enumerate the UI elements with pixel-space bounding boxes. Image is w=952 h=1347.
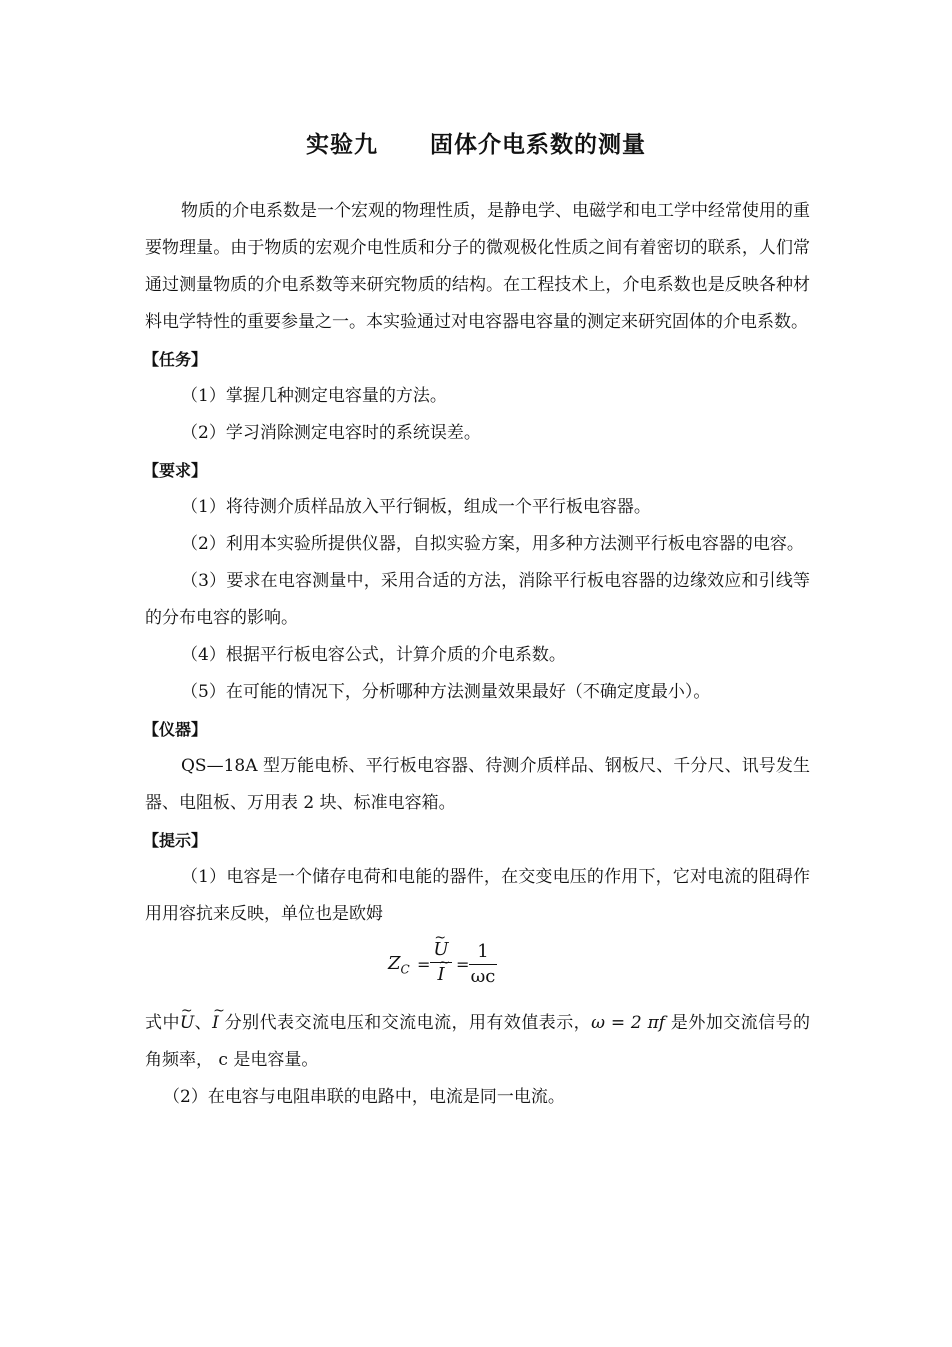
formula-explanation: 式中~ U、~ I 分别代表交流电压和交流电流，用有效值表示，ω = 2 πf 是外加交流信号的角频率， c 是电容量。 (145, 1005, 810, 1079)
document-body (145, 193, 810, 1116)
section-heading-hints: 【提示】 (143, 831, 208, 850)
formula-equals: = (417, 955, 431, 974)
impedance-formula (145, 933, 810, 1005)
hint-item: （2）在电容与电阻串联的电路中，电流是同一电流。 (163, 1087, 565, 1107)
formula-lhs: $Z_C$ (388, 953, 410, 977)
requirement-item: （2）利用本实验所提供仪器，自拟实验方案，用多种方法测平行板电容器的电容。 (181, 534, 804, 554)
requirement-item: （4）根据平行板电容公式，计算介质的介电系数。 (181, 645, 566, 665)
hint-item: （1）电容是一个储存电荷和电能的器件，在交变电压的作用下，它对电流的阻碍作用用容抗来反映，单位也是欧姆 (145, 867, 810, 924)
requirement-item: （5）在可能的情况下，分析哪种方法测量效果最好（不确定度最小）。 (181, 682, 711, 702)
section-heading-task: 【任务】 (143, 350, 208, 369)
task-item: （2）学习消除测定电容时的系统误差。 (181, 423, 481, 443)
formula-fraction-voltage-current: ~ U ~ I (430, 939, 452, 986)
section-heading-instruments: 【仪器】 (143, 720, 208, 739)
intro-paragraph: 物质的介电系数是一个宏观的物理性质，是静电学、电磁学和电工学中经常使用的重要物理量。由于物质的宏观介电性质和分子的微观极化性质之间有着密切的联系，人们常通过测量物质的介电系数等来研究物质的结构。在工程技术上，介电系数也是反映各种材料电学特性的重要参量之一。本实验通过对电容器电容量的测定来研究固体的介电系数。 (145, 201, 810, 332)
section-heading-requirements: 【要求】 (143, 461, 208, 480)
page-title (0, 126, 952, 159)
instruments-paragraph: QS—18A 型万能电桥、平行板电容器、待测介质样品、钢板尺、千分尺、讯号发生器、电阻板、万用表 2 块、标准电容箱。 (145, 756, 810, 813)
title-experiment-name: 固体介电系数的测量 (430, 132, 646, 158)
title-experiment-number: 实验九 (306, 132, 378, 158)
requirement-item: （3）要求在电容测量中，采用合适的方法，消除平行板电容器的边缘效应和引线等的分布电容的影响。 (145, 571, 810, 628)
formula-equals: = (456, 955, 470, 974)
formula-fraction-reciprocal: 1 ωc (470, 941, 496, 987)
task-item: （1）掌握几种测定电容量的方法。 (181, 386, 447, 406)
requirement-item: （1）将待测介质样品放入平行铜板，组成一个平行板电容器。 (181, 497, 651, 517)
